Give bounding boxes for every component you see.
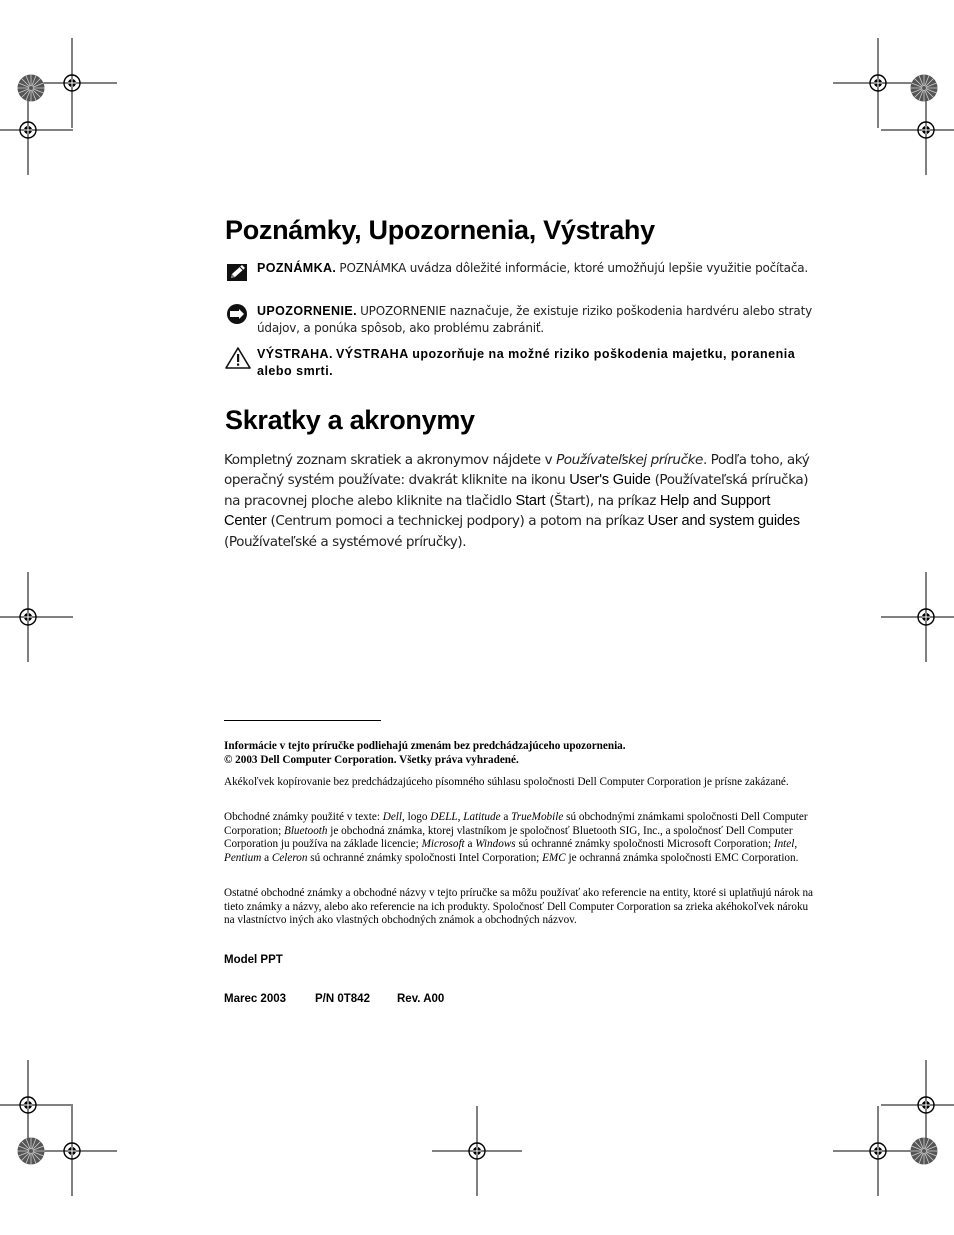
trademark: TrueMobile	[511, 811, 564, 823]
trademark: Latitude	[463, 811, 501, 823]
warning-triangle-icon	[225, 347, 249, 369]
guide-title: Používateľskej príručke	[556, 452, 703, 468]
registration-star-icon	[910, 74, 938, 102]
notice-hand-icon	[225, 304, 249, 326]
text-run: (Štart), na príkaz	[545, 492, 660, 509]
text-run: ,	[457, 811, 464, 823]
abbreviations-paragraph	[224, 450, 814, 552]
note-label: POZNÁMKA.	[257, 261, 337, 275]
trademark: Celeron	[271, 851, 308, 864]
notice-block	[225, 303, 815, 337]
trademark: DELL	[430, 811, 458, 823]
text-run: sú ochranné známky spoločnosti Microsoft Corporation;	[515, 838, 774, 851]
trademark: Intel	[773, 838, 795, 851]
text-run: je ochranná známka spoločnosti EMC Corporation.	[565, 851, 799, 864]
caution-block	[225, 346, 815, 380]
legal-line: Informácie v tejto príručke podliehajú zmenám bez predchádzajúceho upozornenia.	[224, 740, 626, 752]
trademark: EMC	[542, 851, 566, 864]
registration-crosshair-icon	[881, 572, 954, 662]
registration-star-icon	[17, 74, 45, 102]
copy-restriction-paragraph: Akékoľvek kopírovanie bez predchádzajúceho písomného súhlasu spoločnosti Dell Computer Corporation je prísne zakázané.	[224, 776, 789, 788]
pencil-note-icon	[225, 261, 249, 283]
ui-term-start: Start	[515, 492, 546, 509]
text-run: je obchodná známka, ktorej vlastníkom je spoločnosť Bluetooth SIG, Inc., a spoločnosť Dell Computer Corporation ju používa na základe licencie;	[224, 824, 793, 851]
text-run: a	[500, 811, 512, 823]
revision-line	[224, 993, 444, 1005]
notice-label: UPOZORNENIE.	[257, 304, 357, 318]
ui-term-help-center: Help and Support Center	[224, 492, 771, 530]
registration-star-icon	[910, 1137, 938, 1165]
text-run: , logo	[402, 811, 431, 823]
registration-crosshair-icon	[432, 1106, 522, 1196]
text-run: sú ochranné známky spoločnosti Intel Corporation;	[307, 851, 543, 864]
trademarks-paragraph	[224, 811, 819, 865]
revision: Rev. A00	[397, 993, 445, 1005]
ui-term-user-guides: User and system guides	[647, 513, 800, 530]
publication-date: Marec 2003	[224, 993, 287, 1005]
text-run: (Používateľská príručka) na pracovnej ploche alebo kliknite na tlačidlo	[224, 472, 809, 509]
trademark: Dell	[382, 811, 403, 823]
trademark: Bluetooth	[283, 824, 328, 837]
text-run: a	[261, 851, 272, 864]
caution-text: VÝSTRAHA upozorňuje na možné riziko poškodenia majetku, poranenia alebo smrti.	[257, 347, 796, 378]
text-run: a	[464, 838, 476, 851]
text-run: Kompletný zoznam skratiek a akronymov nájdete v	[224, 452, 557, 468]
text-run: Obchodné známky použité v texte:	[224, 811, 383, 823]
registration-star-icon	[17, 1137, 45, 1165]
caution-label: VÝSTRAHA.	[257, 347, 333, 361]
notice-text: UPOZORNENIE naznačuje, že existuje riziko poškodenia hardvéru alebo straty údajov, a ponúka spôsob, ako problému zabrániť.	[257, 304, 812, 335]
text-run: (Centrum pomoci a technickej podpory) a potom na príkaz	[266, 513, 648, 530]
section-title-notes: Poznámky, Upozornenia, Výstrahy	[225, 215, 655, 245]
model-number: Model PPT	[224, 954, 283, 966]
other-trademarks-paragraph: Ostatné obchodné známky a obchodné názvy v tejto príručke sa môžu používať ako referencie na entity, ktoré si uplatňujú nárok na tieto známky a názvy, alebo ako referencie na ich produkty. Spoločnosť Dell Computer Corporation sa zrieka akéhokoľvek nároku na vlastníctvo iných ako vlastných obchodných známok a obchodných názvov.	[224, 887, 814, 927]
note-block	[225, 260, 815, 277]
section-title-abbreviations: Skratky a akronymy	[225, 405, 475, 435]
copyright-line: © 2003 Dell Computer Corporation. Všetky práva vyhradené.	[224, 753, 519, 766]
ui-term-users-guide: User's Guide	[569, 472, 651, 489]
legal-notice	[224, 740, 819, 767]
note-text: POZNÁMKA uvádza dôležité informácie, ktoré umožňujú lepšie využitie počítača.	[339, 261, 808, 275]
part-number: P/N 0T842	[315, 993, 370, 1005]
text-run: (Používateľské a systémové príručky).	[224, 533, 467, 550]
text-run: . Podľa toho, aký operačný systém používate: dvakrát kliknite na ikonu	[224, 452, 810, 489]
trademark: Windows	[475, 838, 516, 851]
registration-crosshair-icon	[0, 572, 73, 662]
text-run: sú obchodnými známkami spoločnosti Dell Computer Corporation;	[224, 811, 808, 837]
trademark: Microsoft	[421, 838, 465, 851]
footnote-divider	[224, 720, 381, 721]
trademark: Pentium	[224, 851, 262, 864]
text-run: ,	[794, 838, 798, 851]
